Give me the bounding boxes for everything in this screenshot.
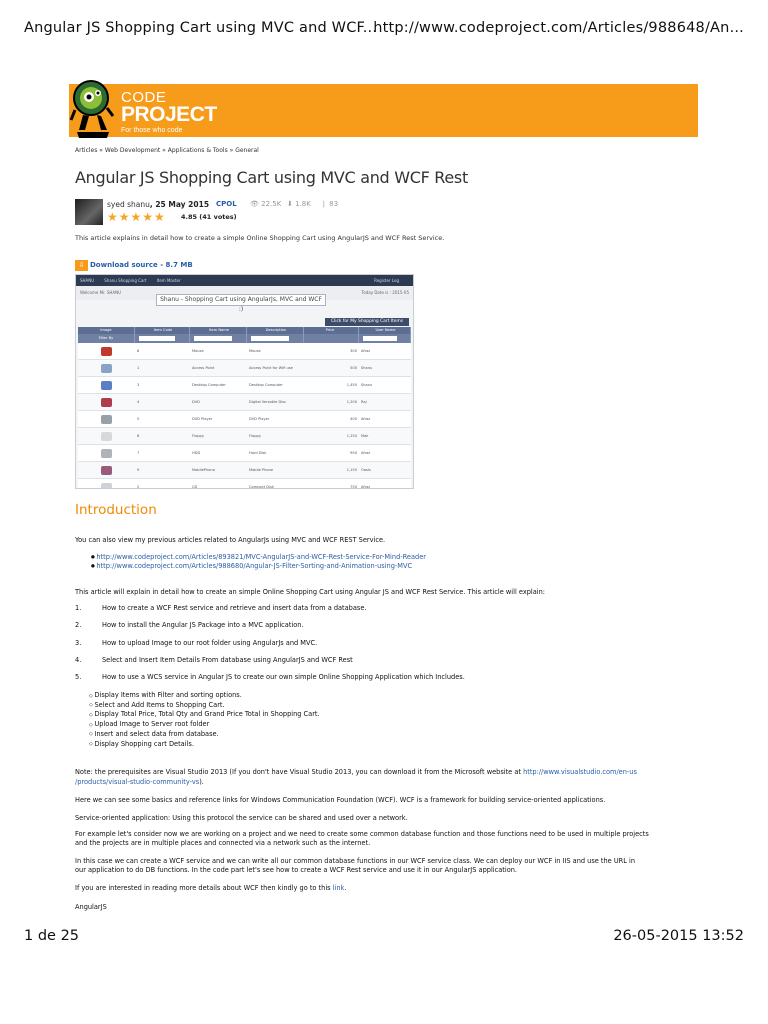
breadcrumb: Articles » Web Development » Applications & Tools » General: [75, 147, 259, 154]
intro-paragraph-1: You can also view my previous articles related to AngularJs using MVC and WCF REST Service.: [75, 536, 386, 544]
codeproject-banner[interactable]: [69, 84, 698, 137]
author-name[interactable]: syed shanu: [107, 200, 150, 209]
example-line-2: and the projects are in multiple places and connected via a network such as the internet.: [75, 839, 371, 847]
author-avatar[interactable]: [75, 199, 103, 225]
ss-table-row: 4 DVD Digital Versatile Disc 1,200 Raj: [78, 394, 411, 411]
feature-item: ◇ Upload Image to Server root folder: [89, 720, 320, 730]
ss-table-row: 8 Mouse Mouse 300 Afraz: [78, 343, 411, 360]
publish-date: 25 May 2015: [155, 200, 210, 209]
rating-text: 4.85 (41 votes): [181, 213, 237, 221]
breadcrumb-articles[interactable]: Articles: [75, 147, 98, 154]
brand-code: CODE: [121, 89, 167, 106]
print-url[interactable]: http://www.codeproject.com/Articles/988648/An...: [373, 20, 744, 36]
vs-link-cont[interactable]: /products/visual-studio-community-vs: [75, 778, 200, 786]
ss-table-row: 1 Access Point Access Point for Wifi use 500 Shanu: [78, 360, 411, 377]
print-header: [24, 20, 744, 42]
feature-bullets: [89, 691, 320, 749]
ss-welcome: Welcome Mr. SHANU Today Date is : 2015-05: [76, 286, 413, 300]
product-thumbnail: [101, 347, 112, 356]
ss-table-row: 2 CD Compact Disk 750 Afraz: [78, 479, 411, 489]
ss-table-row: 7 HDD Hard Disk 950 Afraz: [78, 445, 411, 462]
product-thumbnail: [101, 432, 112, 441]
ss-filter-row: Filter By: [78, 334, 411, 343]
interest-paragraph: If you are interested in reading more details about WCF then kindly go to this link.: [75, 884, 347, 892]
views-stat: 👁 22.5K: [250, 200, 282, 208]
brand-tagline: For those who code: [121, 127, 183, 134]
ss-rows: [78, 343, 411, 489]
product-thumbnail: [101, 483, 112, 489]
article-summary: This article explains in detail how to create a simple Online Shopping Cart using AngularJS and WCF Rest Service.: [75, 234, 445, 242]
case-line-1: In this case we can create a WCF service and we can write all our common database functions in our WCF service class. We can deploy our WCF in IIS and use the URL in: [75, 857, 636, 865]
product-thumbnail: [101, 364, 112, 373]
vs-link[interactable]: http://www.visualstudio.com/en-us: [523, 768, 637, 776]
bookmark-icon: ❘: [321, 200, 327, 208]
wcf-paragraph: Here we can see some basics and reference links for Windows Communication Foundation (WCF). WCF is a framework for building service-oriented applications.: [75, 796, 606, 804]
note-line-1: Note: the prerequisites are Visual Studio 2013 (If you don't have Visual Studio 2013, you can download it from the Microsoft website at http://www.visualstudio.com/en-us: [75, 768, 637, 776]
intro-paragraph-2: This article will explain in detail how to create an simple Online Shopping Cart using Angular JS and WCF Rest Service. This article will explain:: [75, 588, 546, 596]
ss-table-row: 3 Desktop Computer Desktop Computer 1,450 Shanu: [78, 377, 411, 394]
rating-stars[interactable]: ★★★★★: [107, 210, 166, 224]
feature-item: ◇ Select and Add Items to Shopping Cart.: [89, 701, 320, 711]
views-icon: 👁: [250, 200, 259, 208]
soa-paragraph: Service-oriented application: Using this protocol the service can be shared and used over a network.: [75, 814, 408, 822]
example-line-1: For example let's consider now we are working on a project and we need to create some common database function and those functions need to be used in multiple projects: [75, 830, 649, 838]
product-thumbnail: [101, 381, 112, 390]
case-line-2: our application to do DB functions. In the code part let's see how to create a WCF Rest service and use it in our AngularJS application.: [75, 866, 517, 874]
print-title: Angular JS Shopping Cart using MVC and WCF...: [24, 20, 378, 36]
article-title: Angular JS Shopping Cart using MVC and WCF Rest: [75, 168, 468, 187]
feature-item: ◇ Display Total Price, Total Qty and Grand Price Total in Shopping Cart.: [89, 710, 320, 720]
wcf-more-link[interactable]: link: [332, 884, 345, 892]
ss-table: [78, 327, 411, 489]
brand-project: PROJECT: [121, 103, 217, 126]
ss-navbar: SHANU Shanu Shopping Cart Item Master Register Log: [76, 275, 413, 286]
angularjs-subheading: AngularJS: [75, 903, 107, 911]
print-datetime: 26-05-2015 13:52: [613, 928, 744, 944]
ss-heading: Shanu - Shopping Cart using AngularJs, MVC and WCF :): [156, 294, 326, 306]
breadcrumb-web-development[interactable]: Web Development: [104, 147, 161, 154]
page-number: 1 de 25: [24, 928, 80, 944]
feature-item: ◇ Insert and select data from database.: [89, 730, 320, 740]
related-link-1[interactable]: ● http://www.codeproject.com/Articles/893821/MVC-AngularJS-and-WCF-Rest-Service-For-Mind-Reader: [91, 553, 426, 562]
breadcrumb-general[interactable]: General: [235, 147, 259, 154]
breadcrumb-applications-tools[interactable]: Applications & Tools: [167, 147, 228, 154]
product-thumbnail: [101, 398, 112, 407]
download-arrow-icon: ⬇: [287, 200, 293, 208]
app-screenshot: [75, 274, 414, 489]
introduction-heading: Introduction: [75, 502, 157, 518]
ss-cart-button: Click for My Shopping Cart Items: [325, 318, 409, 326]
license-link[interactable]: CPOL: [216, 200, 237, 208]
bookmarks-stat: ❘ 83: [321, 200, 339, 208]
ss-table-row: 5 DVD Player DVD Player 400 Afraz: [78, 411, 411, 428]
author-meta: syed shanu, 25 May 2015: [107, 200, 210, 209]
product-thumbnail: [101, 466, 112, 475]
note-line-2: /products/visual-studio-community-vs).: [75, 778, 204, 786]
feature-item: ◇ Display Items with Filter and sorting options.: [89, 691, 320, 701]
download-icon: ⇩: [75, 260, 88, 271]
bob-mascot-icon: [69, 72, 119, 142]
author-row: [75, 199, 575, 227]
download-source[interactable]: [75, 260, 193, 272]
ss-table-header: Image Item Code Item Name Description Price User Name: [78, 327, 411, 334]
codeproject-logo-text: [121, 90, 217, 135]
print-footer: [24, 928, 744, 950]
ss-table-row: 6 Floppy Floppy 1,250 Mak: [78, 428, 411, 445]
product-thumbnail: [101, 449, 112, 458]
feature-item: ◇ Display Shopping cart Details.: [89, 740, 320, 750]
related-link-2[interactable]: ● http://www.codeproject.com/Articles/988680/Angular-JS-Filter-Sorting-and-Animation-using-MVC: [91, 562, 426, 571]
related-links: [91, 553, 426, 571]
downloads-stat: ⬇ 1.8K: [287, 200, 311, 208]
ss-table-row: 9 MobilePhone Mobile Phone 1,150 Oasis: [78, 462, 411, 479]
download-source-link[interactable]: Download source - 8.7 MB: [90, 260, 193, 269]
product-thumbnail: [101, 415, 112, 424]
